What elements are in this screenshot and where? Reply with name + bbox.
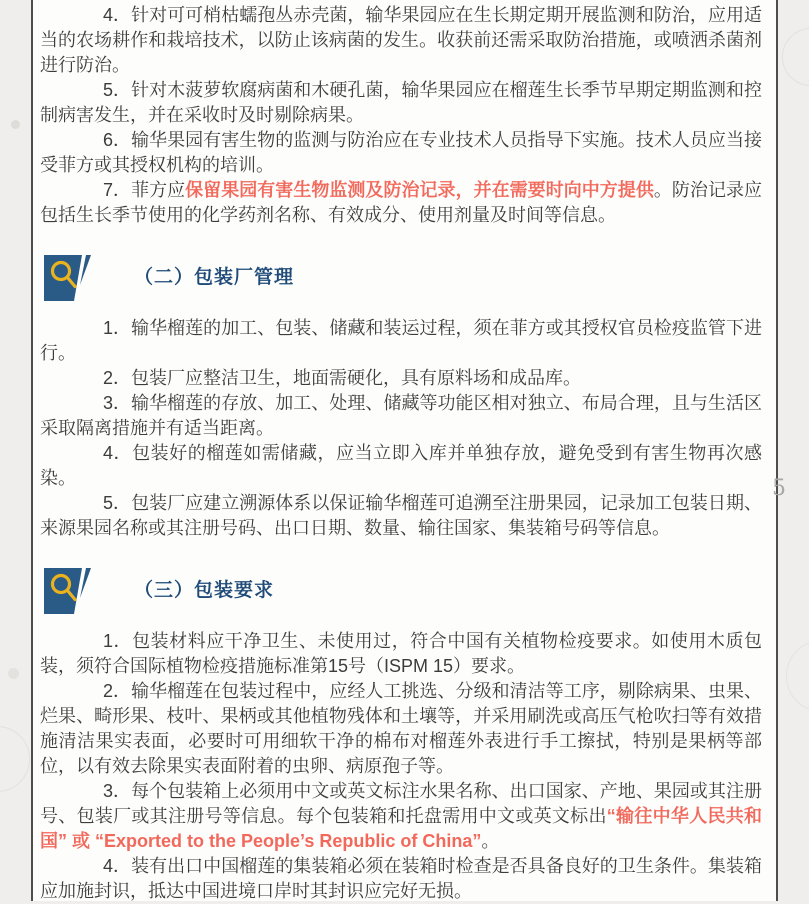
magnifier-icon [44, 568, 94, 614]
margin-watermark-glyph: 5 [772, 476, 786, 501]
paragraph-packing-3 [40, 779, 762, 854]
paragraph-packinghouse-1: 1．输华榴莲的加工、包装、储藏和装运过程，须在菲方或其授权官员检疫监管下进行。 [40, 318, 762, 363]
paragraph-packinghouse-5: 5．包装厂应建立溯源体系以保证输华榴莲可追溯至注册果园，记录加工包装日期、来源果园名称或其注册号码、出口日期、数量、输往国家、集装箱号码等信息。 [40, 493, 762, 538]
right-border-rule [776, 0, 778, 901]
paragraph-pest-monitoring-7 [40, 178, 762, 228]
highlighted-export-label-text: “输往中华人民共和国” 或 “Exported to the People’s Republic of China” [40, 806, 763, 851]
background-dot-decoration [8, 668, 19, 679]
paragraph-text: 7．菲方应 [103, 180, 186, 200]
paragraph-pest-monitoring-5: 5．针对木菠萝软腐病菌和木硬孔菌，输华果园应在榴莲生长季节早期定期监测和控制病害发生，并在采收时及时剔除病果。 [40, 80, 762, 125]
highlighted-record-requirement-text: 保留果园有害生物监测及防治记录，并在需要时向中方提供 [185, 180, 654, 200]
paragraph-packing-1: 1．包装材料应干净卫生、未使用过，符合中国有关植物检疫要求。如使用木质包装，须符合国际植物检疫措施标准第15号（ISPM 15）要求。 [40, 631, 762, 676]
paragraph-packinghouse-3: 3．输华榴莲的存放、加工、处理、储藏等功能区相对独立、布局合理，且与生活区采取隔离措施并有适当距离。 [40, 393, 762, 438]
paragraph-packinghouse-4: 4．包装好的榴莲如需储藏，应当立即入库并单独存放，避免受到有害生物再次感染。 [40, 443, 762, 488]
background-dot-decoration [11, 120, 20, 129]
paragraph-pest-monitoring-4: 4．针对可可梢枯蠕孢丛赤壳菌，输华果园应在生长期定期开展监测和防治，应用适当的农场耕作和栽培技术，以防止该病菌的发生。收获前还需采取防治措施，或喷洒杀菌剂进行防治。 [40, 5, 762, 75]
section-title: （二）包装厂管理 [134, 267, 295, 288]
background-circle-decoration [786, 640, 809, 712]
paragraph-packing-2: 2．输华榴莲在包装过程中，应经人工挑选、分级和清洁等工序，剔除病果、虫果、烂果、畸形果、枝叶、果柄或其他植物残体和土壤等，并采用刷洗或高压气枪吹扫等有效措施清洁果实表面，必要时可用细软干净的棉布对榴莲外表进行手工擦拭，特别是果柄等部位，以有效去除果实表面附着的虫卵、病原孢子等。 [40, 681, 762, 776]
paragraph-text: 。防治记录应包括生长季节使用的化学药剂名称、有效成分、使用剂量及时间等信息。 [40, 180, 763, 225]
section-heading-packinghouse-management [44, 255, 762, 301]
section-heading-packing-requirements [44, 568, 762, 614]
magnifier-icon [44, 255, 94, 301]
background-circle-decoration [0, 726, 30, 792]
document-content [33, 0, 769, 904]
paragraph-pest-monitoring-6: 6．输华果园有害生物的监测与防治应在专业技术人员指导下实施。技术人员应当接受菲方或其授权机构的培训。 [40, 130, 762, 175]
paragraph-text: 3．每个包装箱上必须用中文或英文标注水果名称、出口国家、产地、果园或其注册号、包装厂或其注册号等信息。每个包装箱和托盘需用中文或英文标出 [40, 781, 762, 826]
section-title: （三）包装要求 [134, 580, 275, 601]
background-circle-decoration [782, 28, 809, 86]
paragraph-packing-4: 4．装有出口中国榴莲的集装箱必须在装箱时检查是否具备良好的卫生条件。集装箱应加施封识，抵达中国进境口岸时其封识应完好无损。 [40, 856, 762, 901]
paragraph-text: 。 [481, 831, 500, 851]
paragraph-packinghouse-2: 2．包装厂应整洁卫生，地面需硬化，具有原料场和成品库。 [103, 368, 582, 388]
